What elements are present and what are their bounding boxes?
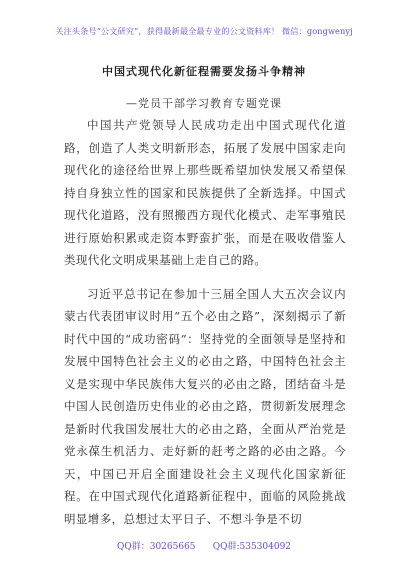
document-body [64, 114, 346, 530]
header-promo-note: 关注头条号“公文研究”，获得最新最全最专业的公文资料库！ 微信：gongwenyj [55, 26, 353, 36]
page-title: 中国式现代化新征程需要发扬斗争精神 [102, 65, 306, 78]
paragraph-1: 中国共产党领导人民成功走出中国式现代化道路，创造了人类文明新形态，拓展了发展中国家走向现代化的途径给世界上那些既希望加快发展又希望保持自身独立性的国家和民族提供了全新选择。中国式现代化道路，没有照搬西方现代化模式、走军事殖民进行原始积累或走资本野蛮扩张，而是在吸收借鉴人类现代化文明成果基础上走自己的路。 [64, 118, 346, 267]
page-subtitle: —党员干部学习教育专题党课 [126, 97, 282, 110]
paragraph-2: 习近平总书记在参加十三届全国人大五次会议内蒙古代表团审议时用“五个必由之路”，深刻揭示了新时代中国的“成功密码”：坚持党的全面领导是坚持和发展中国特色社会主义的必由之路，中国特色社会主义是实现中华民族伟大复兴的必由之路，团结奋斗是中国人民创造历史伟业的必由之路，贯彻新发展理念是新时代我国发展壮大的必由之路，全面从严治党是党永葆生机活力、走好新的赶考之路的必由之路。今天，中国已开启全面建设社会主义现代化国家新征程。在中国式现代化道路新征程中，面临的风险挑战明显增多，总想过太平日子、不想斗争是不切 [64, 286, 346, 526]
footer-qq-groups: QQ群：30265665 QQ群:535304092 [116, 542, 292, 552]
